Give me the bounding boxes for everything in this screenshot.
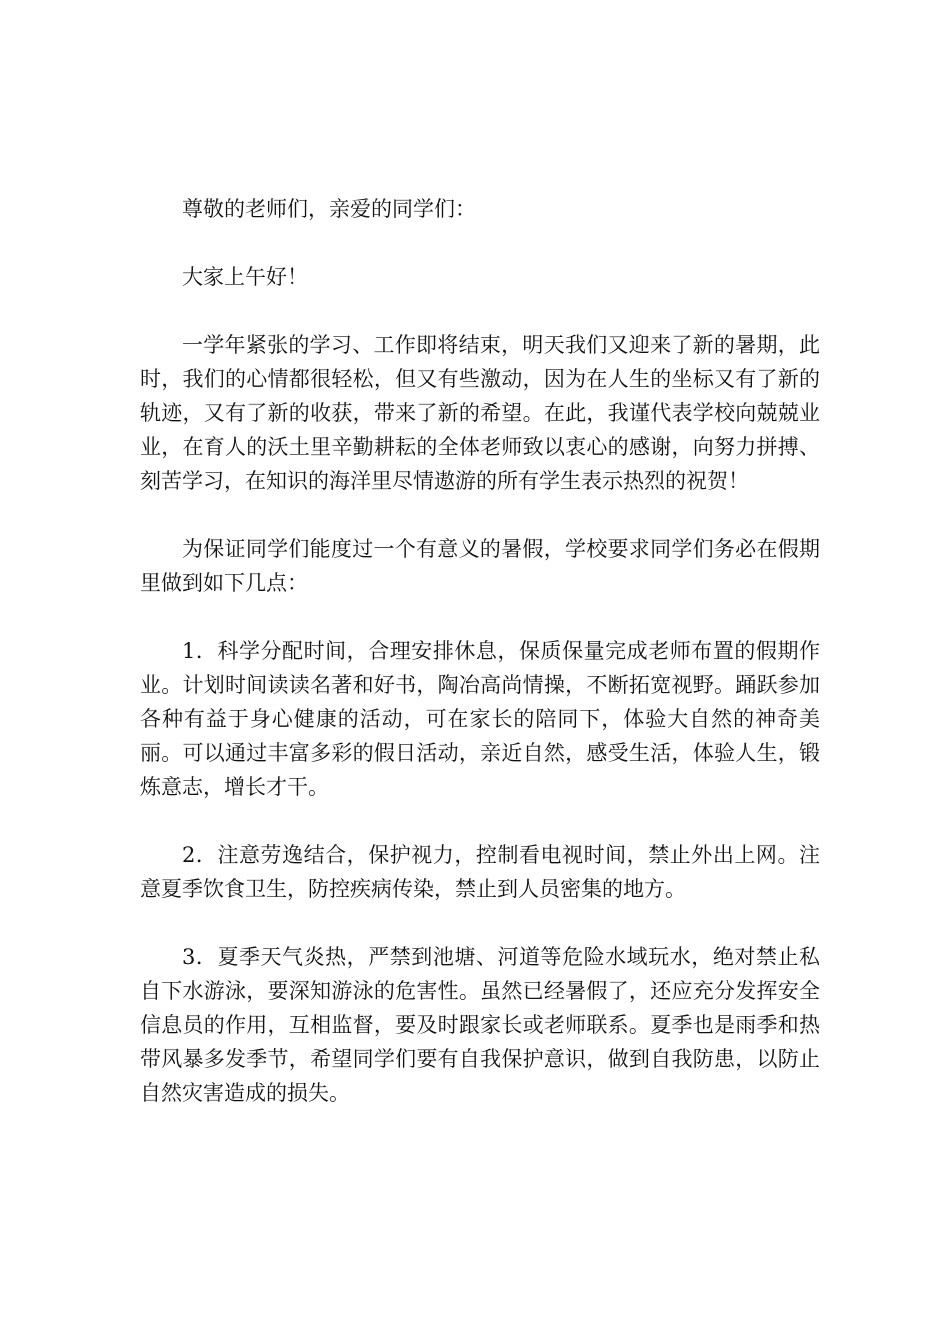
paragraph-intro: 一学年紧张的学习、工作即将结束，明天我们又迎来了新的暑期，此时，我们的心情都很轻松，但又有些激动，因为在人生的坐标又有了新的轨迹，又有了新的收获，带来了新的希望。在此，我谨代表学校向兢兢业业，在育人的沃土里辛勤耕耘的全体老师致以衷心的感谢，向努力拼搏、刻苦学习，在知识的海洋里尽情遨游的所有学生表示热烈的祝贺！ (140, 333, 820, 493)
speech-body (140, 192, 820, 1144)
salutation: 大家上午好！ (182, 265, 308, 289)
greeting: 尊敬的老师们，亲爱的同学们： (182, 197, 476, 221)
paragraph-point-1: 1．科学分配时间，合理安排休息，保质保量完成老师布置的假期作业。计划时间读读名著和好书，陶冶高尚情操，不断拓宽视野。踊跃参加各种有益于身心健康的活动，可在家长的陪同下，体验大自然的神奇美丽。可以通过丰富多彩的假日活动，亲近自然，感受生活，体验人生，锻炼意志，增长才干。 (140, 639, 820, 799)
paragraph-point-2: 2．注意劳逸结合，保护视力，控制看电视时间，禁止外出上网。注意夏季饮食卫生，防控疾病传染，禁止到人员密集的地方。 (140, 843, 820, 901)
paragraph-point-3: 3．夏季天气炎热，严禁到池塘、河道等危险水域玩水，绝对禁止私自下水游泳，要深知游泳的危害性。虽然已经暑假了，还应充分发挥安全信息员的作用，互相监督，要及时跟家长或老师联系。夏季也是雨季和热带风暴多发季节，希望同学们要有自我保护意识，做到自我防患，以防止自然灾害造成的损失。 (140, 945, 820, 1105)
paragraph-requirements: 为保证同学们能度过一个有意义的暑假，学校要求同学们务必在假期里做到如下几点： (140, 537, 820, 595)
